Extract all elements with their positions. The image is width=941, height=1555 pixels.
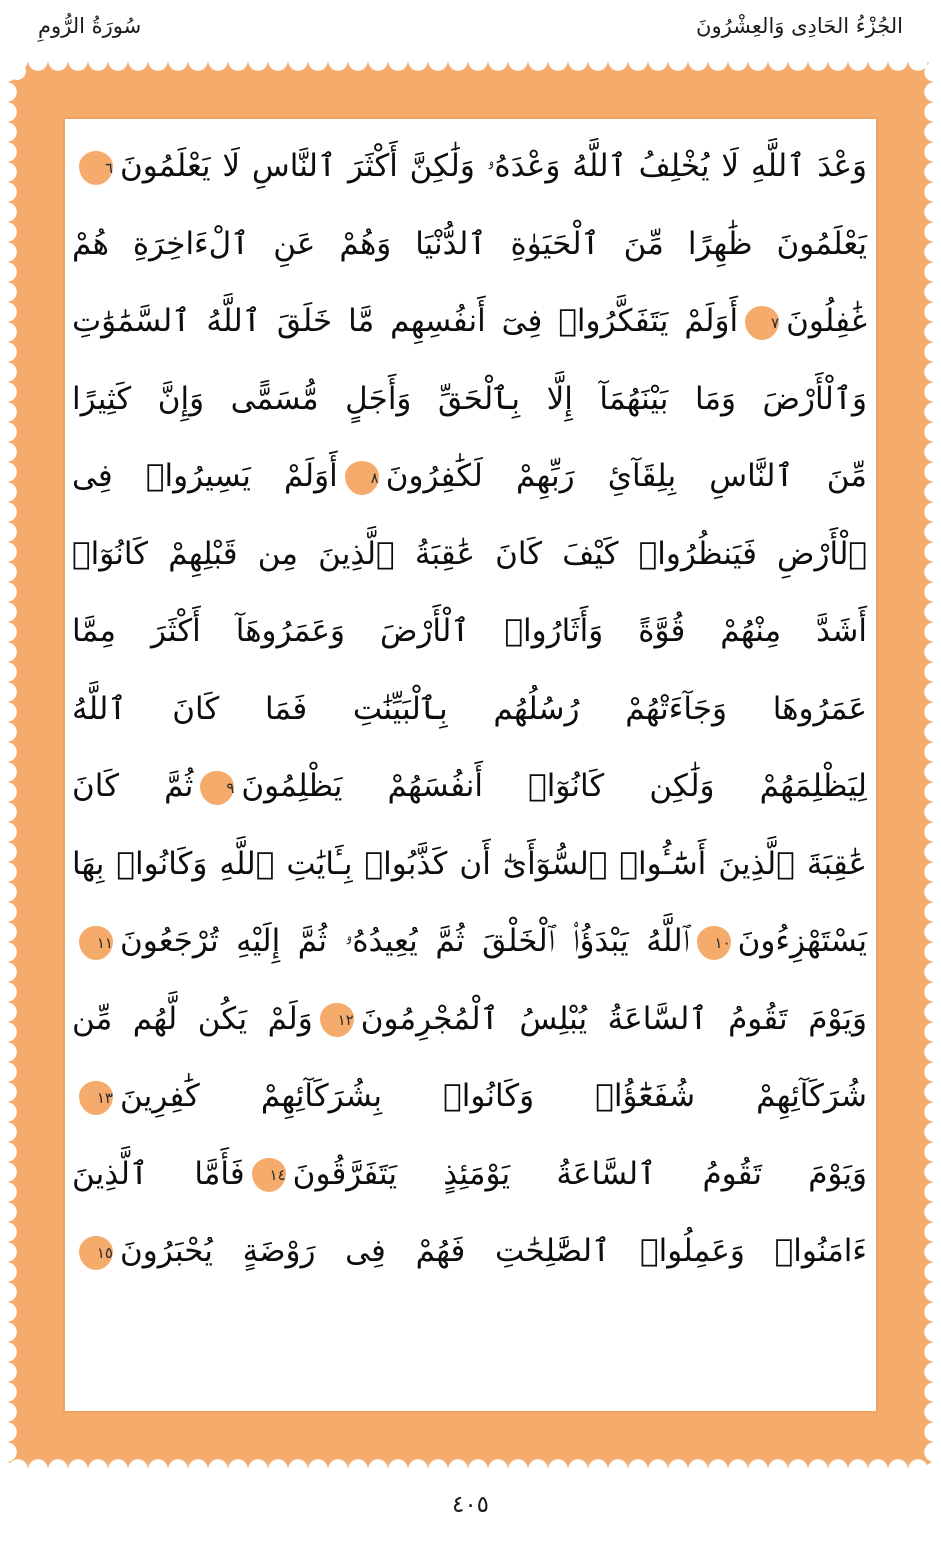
ayah-text: لِيَظْلِمَهُمْ وَلَٰكِن كَانُوٓا۟ أَنفُسَهُمْ يَظْلِمُونَ	[241, 768, 867, 804]
ayah-text: يَسْتَهْزِءُونَ	[737, 923, 867, 959]
ayah-line	[72, 748, 867, 826]
scallop-bottom-edge	[8, 1449, 933, 1469]
ayah-text: عَمَرُوهَا وَجَآءَتْهُمْ رُسُلُهُم بِٱلْبَيِّنَٰتِ فَمَا كَانَ ٱللَّهُ	[72, 690, 867, 727]
ayah-number-marker: ٨	[345, 461, 379, 495]
ayah-text: وَعْدَ ٱللَّهِ لَا يُخْلِفُ ٱللَّهُ وَعْدَهُۥ وَلَٰكِنَّ أَكْثَرَ ٱلنَّاسِ لَا يَعْلَمُونَ	[120, 148, 867, 184]
ayah-text: يَعْلَمُونَ ظَٰهِرًا مِّنَ ٱلْحَيَوٰةِ ٱلدُّنْيَا وَهُمْ عَنِ ٱلْءَاخِرَةِ هُمْ	[72, 225, 867, 262]
scallop-left-edge	[7, 62, 27, 1468]
scallop-right-edge	[914, 62, 934, 1468]
surah-name: سُورَةُ الرُّومِ	[38, 14, 142, 38]
juz-name: الجُزْءُ الحَادِى وَالعِشْرُونَ	[696, 14, 903, 38]
ayah-line	[72, 1136, 867, 1214]
ayah-text: ٱللَّهُ يَبْدَؤُا۟ ٱلْخَلْقَ ثُمَّ يُعِيدُهُۥ ثُمَّ إِلَيْهِ تُرْجَعُونَ	[120, 923, 690, 959]
ayah-number-marker: ١٠	[697, 926, 731, 960]
ayah-number-marker: ١١	[79, 926, 113, 960]
ayah-text: وَلَمْ يَكُن لَّهُم مِّن	[72, 1000, 313, 1037]
ayah-text: غَٰفِلُونَ	[786, 303, 867, 339]
ayah-line	[72, 826, 867, 904]
ayah-line	[72, 1058, 867, 1136]
scallop-top-edge	[8, 61, 933, 81]
ayah-line	[72, 671, 867, 749]
ayah-line	[72, 283, 867, 361]
page-header	[30, 14, 911, 50]
quran-text-body	[72, 128, 867, 1398]
ayah-text: وَيَوْمَ تَقُومُ ٱلسَّاعَةُ يُبْلِسُ ٱلْمُجْرِمُونَ	[360, 1000, 867, 1037]
ayah-text: شُرَكَآئِهِمْ شُفَعَٰٓؤُا۟ وَكَانُوا۟ بِشُرَكَآئِهِمْ كَٰفِرِينَ	[120, 1078, 867, 1114]
ayah-text: عَٰقِبَةَ ٱلَّذِينَ أَسَٰٓـُٔوا۟ ٱلسُّوٓأَىٰٓ أَن كَذَّبُوا۟ بِـَٔايَٰتِ ٱللَّهِ وَكَانُوا۟ بِهَا	[72, 845, 867, 882]
ayah-line	[72, 361, 867, 439]
ayah-line	[72, 1213, 867, 1291]
ayah-text: أَشَدَّ مِنْهُمْ قُوَّةً وَأَثَارُوا۟ ٱلْأَرْضَ وَعَمَرُوهَآ أَكْثَرَ مِمَّا	[72, 613, 867, 649]
ayah-text: ءَامَنُوا۟ وَعَمِلُوا۟ ٱلصَّٰلِحَٰتِ فَهُمْ فِى رَوْضَةٍ يُحْبَرُونَ	[120, 1233, 867, 1269]
ayah-number-marker: ١٢	[320, 1003, 354, 1037]
ayah-text: أَوَلَمْ يَسِيرُوا۟ فِى	[72, 458, 338, 494]
ayah-number-marker: ٩	[200, 771, 234, 805]
ayah-text: ٱلْأَرْضِ فَيَنظُرُوا۟ كَيْفَ كَانَ عَٰقِبَةُ ٱلَّذِينَ مِن قَبْلِهِمْ كَانُوٓا۟	[72, 535, 867, 572]
ayah-text: أَوَلَمْ يَتَفَكَّرُوا۟ فِىٓ أَنفُسِهِم مَّا خَلَقَ ٱللَّهُ ٱلسَّمَٰوَٰتِ	[72, 303, 739, 339]
page-number: ٤٠٥	[451, 1492, 490, 1518]
ayah-text: مِّنَ ٱلنَّاسِ بِلِقَآئِ رَبِّهِمْ لَكَٰفِرُونَ	[385, 458, 867, 494]
ayah-number-marker: ١٤	[252, 1158, 286, 1192]
ayah-text: فَأَمَّا ٱلَّذِينَ	[72, 1155, 245, 1192]
ayah-text: ثُمَّ كَانَ	[72, 768, 194, 804]
ayah-number-marker: ١٥	[79, 1236, 113, 1270]
ayah-text: وَٱلْأَرْضَ وَمَا بَيْنَهُمَآ إِلَّا بِٱلْحَقِّ وَأَجَلٍ مُّسَمًّى وَإِنَّ كَثِيرًا	[72, 380, 867, 417]
ayah-number-marker: ٧	[745, 306, 779, 340]
ayah-number-marker: ١٣	[79, 1081, 113, 1115]
ayah-line	[72, 903, 867, 981]
ayah-line	[72, 438, 867, 516]
ayah-line	[72, 516, 867, 594]
ayah-number-marker: ٦	[79, 151, 113, 185]
ayah-line	[72, 981, 867, 1059]
ayah-line	[72, 128, 867, 206]
ayah-line	[72, 206, 867, 284]
ayah-line	[72, 593, 867, 671]
ayah-text: وَيَوْمَ تَقُومُ ٱلسَّاعَةُ يَوْمَئِذٍ يَتَفَرَّقُونَ	[292, 1155, 868, 1192]
